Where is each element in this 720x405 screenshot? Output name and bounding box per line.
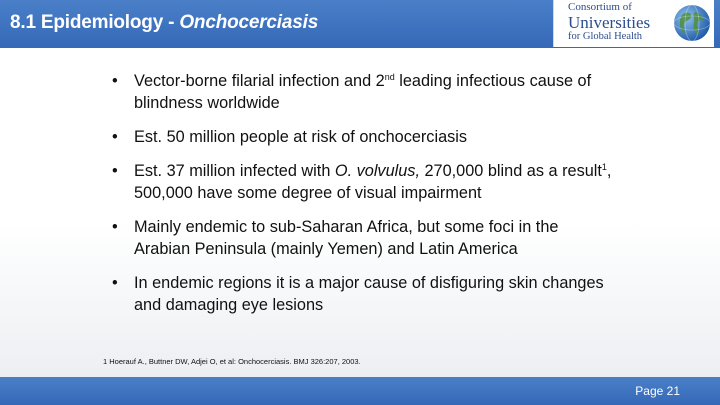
header-bar — [0, 0, 720, 48]
logo-text — [568, 2, 668, 43]
bullet-item — [112, 70, 612, 114]
globe-icon — [672, 3, 712, 43]
consortium-logo — [553, 0, 714, 47]
bullet-text: Vector-borne filarial infection and 2 — [134, 72, 385, 90]
bullet-item — [112, 126, 612, 148]
title-main: 8.1 Epidemiology - — [10, 12, 180, 33]
bullet-item — [112, 160, 612, 204]
bullet-dot: • — [112, 162, 118, 180]
superscript: nd — [384, 72, 395, 82]
bullet-text: leading infectious cause of blindness worldwide — [134, 72, 592, 112]
footnote-ref: 1 — [601, 162, 607, 172]
bullet-list — [112, 70, 612, 328]
bullet-text: Est. 50 million people at risk of onchocerciasis — [134, 128, 468, 146]
footnote: 1 Hoerauf A., Buttner DW, Adjei O, et al: Onchocerciasis. BMJ 326:207, 2003. — [103, 357, 361, 366]
logo-line-3: for Global Health — [568, 31, 643, 42]
logo-line-1: Consortium of — [568, 1, 632, 13]
bullet-dot: • — [112, 218, 118, 236]
title-subject: Onchocerciasis — [179, 12, 319, 33]
species-name: O. volvulus, — [334, 162, 420, 180]
page-number: Page 21 — [635, 384, 680, 398]
bullet-dot: • — [112, 274, 118, 292]
footer-bar — [0, 377, 720, 405]
logo-line-2: Universities — [568, 13, 651, 32]
bullet-text: Est. 37 million infected with — [134, 162, 335, 180]
bullet-dot: • — [112, 128, 118, 146]
bullet-item — [112, 216, 612, 260]
bullet-text: In endemic regions it is a major cause of disfiguring skin changes and damaging eye lesions — [134, 274, 604, 314]
slide-title — [10, 12, 318, 34]
bullet-text: 270,000 blind as a result — [419, 162, 602, 180]
bullet-text: Mainly endemic to sub-Saharan Africa, but some foci in the Arabian Peninsula (mainly Yemen) and Latin America — [134, 218, 559, 258]
bullet-item — [112, 272, 612, 316]
bullet-dot: • — [112, 72, 118, 90]
bullet-text: , 500,000 have some degree of visual impairment — [134, 162, 612, 202]
